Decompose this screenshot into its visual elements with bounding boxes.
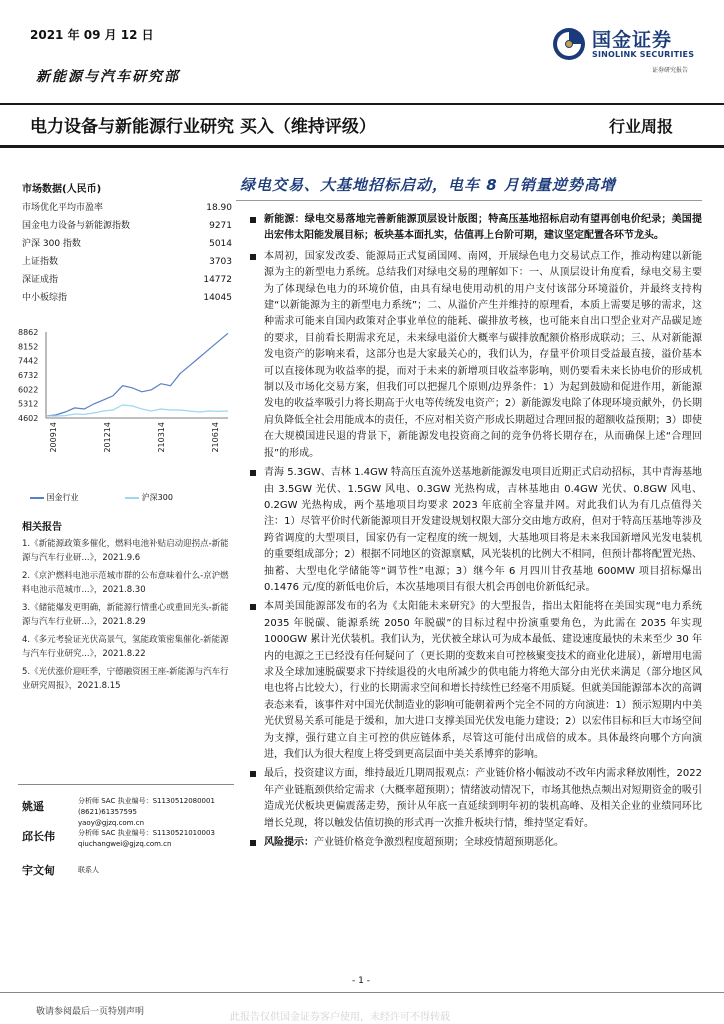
footer-divider [0, 992, 724, 993]
bullet-icon [250, 840, 256, 846]
chart-legend [30, 492, 230, 503]
footer-disclaimer: 敬请参阅最后一页特别声明 [36, 1007, 145, 1017]
report-link[interactable]: 1.《新能源政策多催化，燃料电池补贴启动迎拐点-新能源与汽车行业研...》，2021.9.6 [22, 539, 229, 563]
market-row [22, 199, 232, 217]
series-line-industry [46, 333, 228, 416]
body-paragraph [250, 766, 702, 832]
bullet-icon [250, 217, 256, 223]
header-divider [0, 103, 724, 105]
y-tick-label: 6022 [18, 385, 39, 395]
market-row [22, 217, 232, 235]
department-name: 新能源与汽车研究部 [36, 69, 180, 85]
risk-text: 产业链价格竞争激烈程度超预期；全球疫情超预期恶化。 [314, 837, 564, 849]
headline: 绿电交易、大基地招标启动，电车 8 月销量逆势高增 [240, 176, 616, 194]
y-tick-label: 7442 [18, 356, 39, 366]
report-type: 行业周报 [609, 117, 674, 136]
analyst-card [22, 826, 237, 856]
market-value: 14772 [203, 275, 232, 285]
y-tick-label: 5312 [18, 399, 39, 409]
analyst-info [78, 865, 99, 876]
report-date: 2021 年 09 月 12 日 [30, 28, 154, 42]
body-paragraph [250, 599, 702, 763]
company-logo [552, 25, 702, 75]
x-tick-label: 210314 [157, 422, 166, 453]
sidebar-divider [18, 784, 234, 785]
report-link[interactable]: 5.《光伏涨价迎旺季，宁德融资困王座-新能源与汽车行业研究周报》，2021.8.15 [22, 667, 229, 691]
market-row [22, 253, 232, 271]
risk-label: 风险提示： [264, 837, 314, 849]
market-row [22, 271, 232, 289]
index-line-chart [16, 326, 234, 486]
headline-divider [236, 200, 702, 201]
analyst-name: 姚遥 [22, 800, 44, 813]
legend-label-csi300: 沪深300 [141, 493, 173, 502]
body-paragraph [250, 465, 702, 596]
market-value: 14045 [203, 293, 232, 303]
market-label: 市场优化平均市盈率 [22, 203, 104, 213]
legend-label-industry: 国金行业 [46, 493, 79, 502]
report-link[interactable]: 2.《京沪燃料电池示范城市群的公布意味着什么-京沪燃料电池示范城市...》，2021.8.30 [22, 571, 229, 595]
analyst-role: 联系人 [78, 866, 99, 874]
market-label: 上证指数 [22, 257, 59, 267]
paragraph-text: 青海 5.3GW、吉林 1.4GW 特高压直流外送基地新能源发电项目近期正式启动招标，其中青海基地由 3.5GW 光伏、1.5GW 风电、0.3GW 光热构成，吉林基地由 0.4GW 光伏、0.8GW 风电、0.2GW 光热构成，两个基地项目均要求 2023 年底前全容量并网。对此我们认为有几点值得关注：1）尽管平价时代新能源项目开发建设规划权限大部分交由地方政府，但对于特高压基地等涉及跨省调度的大型项目，国家仍有一定程度的统一规划，大基地项目将是未来我国新增风光发电装机的重要组成部分；2）根据不同地区的资源禀赋，风光装机的比例大不相同，但预计都将配置光热、抽蓄、大型电化学储能等“调节性”电源；3）继今年 6 月四川甘孜基地 600MW 项目招标爆出 0.1476 元/度的新低电价后，本次基地项目有很大机会再创电价新低纪录。 [264, 467, 702, 593]
market-value: 3703 [209, 257, 232, 267]
risk-paragraph [250, 835, 702, 851]
analyst-name: 邱长伟 [22, 830, 55, 843]
paragraph-text: 最后，投资建议方面，维持最近几期周报观点：产业链价格小幅波动不改年内需求释放刚性，2022 年产业链瓶颈供给定需求（大概率超预期）；情绪波动情况下，市场其他热点频出对短期资金的吸引造成光伏板块更偏震荡走势，预计从年底一直延续到明年初的装机高峰、及相关企业的业绩同环比增长兑现，将以触发估值切换的形式再一次推升板块行情，维持坚定看好。 [264, 768, 702, 829]
y-tick-label: 6732 [18, 371, 39, 380]
related-reports-heading: 相关报告 [22, 522, 62, 533]
legend-swatch-industry [30, 497, 44, 499]
logo-text-en: SINOLINK SECURITIES [592, 50, 695, 59]
analyst-info [78, 796, 215, 829]
market-label: 中小板综指 [22, 293, 68, 303]
x-tick-label: 200914 [49, 422, 58, 453]
logo-subtitle: 证券研究报告 [652, 67, 689, 74]
report-link[interactable]: 4.《多元考验证光伏高景气，氢能政策密集催化-新能源与汽车行业研究...》，2021.8.22 [22, 635, 229, 659]
summary-paragraph [250, 212, 702, 245]
analyst-role: 分析师 SAC 执业编号：S1130512080001 [78, 797, 215, 805]
market-row [22, 289, 232, 307]
market-row [22, 235, 232, 253]
report-link[interactable]: 3.《储能爆发更明确，新能源行情重心或重回光头-新能源与汽车行业研...》，2021.8.29 [22, 603, 229, 627]
x-tick-label: 210614 [211, 422, 220, 453]
logo-mark-icon [552, 27, 586, 61]
bullet-icon [250, 470, 256, 476]
analyst-phone: (8621)61357595 [78, 808, 137, 816]
report-title: 电力设备与新能源行业研究 买入（维持评级） [30, 117, 376, 137]
market-value: 9271 [209, 221, 232, 231]
y-tick-label: 4602 [18, 414, 39, 423]
body-paragraph [250, 249, 702, 462]
footer-watermark: 此报告仅供国金证券客户使用，未经许可不得转载 [230, 1012, 450, 1023]
market-label: 深证成指 [22, 275, 59, 285]
y-tick-label: 8152 [18, 342, 39, 352]
legend-swatch-csi300 [125, 497, 139, 499]
analyst-role: 分析师 SAC 执业编号：S1130521010003 [78, 829, 215, 837]
bullet-icon [250, 604, 256, 610]
bullet-icon [250, 771, 256, 777]
x-tick-label: 201214 [103, 422, 112, 453]
analyst-name: 宇文甸 [22, 864, 55, 877]
market-label: 国金电力设备与新能源指数 [22, 221, 131, 231]
series-line-csi300 [46, 405, 228, 416]
analyst-info [78, 828, 215, 850]
paragraph-text: 本周美国能源部发布的名为《太阳能未来研究》的大型报告，指出太阳能将在美国实现“电力系统 2035 年脱碳、能源系统 2050 年脱碳”的目标过程中扮演重要角色，为此需在 2035 年实现 1000GW 累计光伏装机。我们认为，光伏被全球认可为成本最低、建设速度最快的未来至少 30 年内的电源之王已经没有任何疑问了（更长期的变数来自可控核聚变技术的商业化进展），新增用电需求及全球加速脱碳要求下持续退役的火电所减少的供电能力将绝大部分由光伏来满足（部分地区风电也将占比较大），行业的长期需求空间和增长持续性已经毫不用质疑。但就美国能源部本次的高调表态来看，该事件对中国光伏制造业的影响可能朝着两个完全不同的方向演进：1）预示短期内中美光伏贸易关系可能是于缓和，加大进口支撑美国光伏发电能力建设；2）以宏伟目标和巨大市场空间为支撑，强行建立自主可控的供应链体系，尽管这可能付出成倍的成本。具体最终向哪个方向演进，我们认为很大程度上将受到更高层面中美关系博弈的影响。 [264, 601, 702, 760]
market-value: 18.90 [206, 203, 232, 213]
market-data-panel [22, 180, 232, 307]
bullet-icon [250, 254, 256, 260]
analyst-card [22, 862, 237, 882]
market-value: 5014 [209, 239, 232, 249]
y-tick-label: 8862 [18, 328, 39, 337]
related-reports [22, 518, 234, 693]
report-body [250, 212, 702, 851]
header-divider-bottom [0, 145, 724, 148]
analyst-email[interactable]: qiuchangwei@gjzq.com.cn [78, 840, 172, 848]
logo-text-cn: 国金证券 [592, 29, 673, 51]
page-number: - 1 - [352, 976, 370, 986]
market-label: 沪深 300 指数 [22, 239, 81, 249]
analyst-email[interactable]: yaoy@gjzq.com.cn [78, 819, 145, 827]
paragraph-text: 本周初，国家发改委、能源局正式复函国网、南网，开展绿色电力交易试点工作，推动构建以新能源为主的新型电力系统。总结我们对绿电交易的理解如下：一、从顶层设计角度看，绿电交易主要为了体现绿色电力的环境价值，由具有绿电使用动机的用户支付该部分环境溢价，并最终支持构建“以新能源为主的新型电力系统”；二、从溢价产生并维持的原理看，本质上需要足够的需求，这种需求可能来自国内政策对企事业单位的能耗、碳排放考核，也可能来自出口型企业对产品碳足迹的要求，目前看长期需求充足，未来绿电溢价大概率与碳排放配额价格形成联动；三、从对新能源发电资产的影响来看，这部分也是大家最关心的，我们认为，存量平价项目受益最直接，溢价基本可以直接体现为收益率的提，而对于未来的新增项目收益率影响，则仍要看未来长协电价的形成机制以及市场化交易方案，但我们可以把握几个原则/边界条件：1）为起到鼓励和促进作用，新能源发电的收益率吸引力将长期高于火电等传统发电资产；2）新能源发电除了体现环境贡献外，仍长期肩负降低全社会用能成本的责任，不应对相关资产形成长期超过合理回报的超额收益预期；3）即使在大规模国进民退的背景下，新能源发电投资商之间的竞争仍将长期存在，从而确保上述“合理回报”的形成。 [264, 250, 702, 459]
market-data-heading: 市场数据(人民币) [22, 184, 102, 195]
summary-text: 新能源：绿电交易落地完善新能源顶层设计版图；特高压基地招标启动有望再创电价纪录；美国提出宏伟太阳能发展目标；板块基本面扎实，估值再上台阶可期，建议坚定配置各环节龙头。 [264, 214, 702, 242]
